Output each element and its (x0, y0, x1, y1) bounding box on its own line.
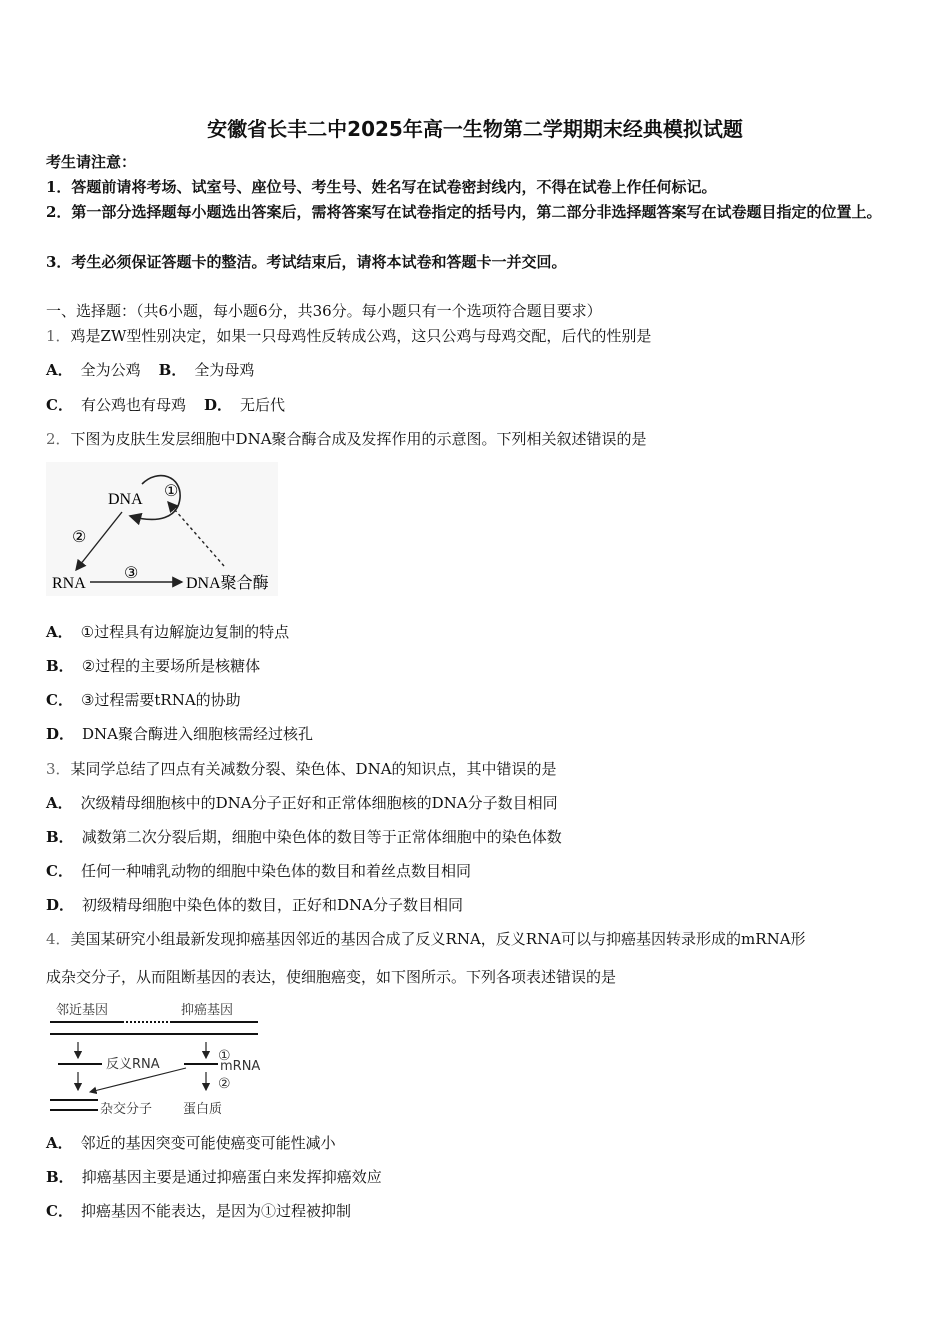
option-label: C． (46, 396, 73, 414)
option-label: A． (46, 1134, 73, 1152)
option-label: D． (46, 896, 75, 914)
option-label: B． (158, 361, 187, 379)
q2-option-c-row (46, 688, 906, 712)
q2-option-a: ①过程具有边解旋边复制的特点 (80, 623, 290, 641)
q2-option-a-row (46, 620, 906, 644)
notice-item-3: 3．考生必须保证答题卡的整洁。考试结束后，请将本试卷和答题卡一并交回。 (46, 253, 567, 271)
q1-option-a: 全为公鸡 (80, 361, 141, 379)
q3-option-b: 减数第二次分裂后期，细胞中染色体的数目等于正常体细胞中的染色体数 (81, 828, 562, 846)
question-1 (46, 324, 906, 348)
option-label: A． (46, 361, 73, 379)
question-4-cont: 成杂交分子，从而阻断基因的表达，使细胞癌变，如下图所示。下列各项表述错误的是 (46, 968, 617, 986)
q4-option-a: 邻近的基因突变可能使癌变可能性减小 (80, 1134, 336, 1152)
page-title: 安徽省长丰二中2025年高一生物第二学期期末经典模拟试题 (207, 117, 743, 141)
q4-option-a-row (46, 1131, 906, 1155)
option-label: D． (203, 396, 232, 414)
diagram-enzyme-label: DNA聚合酶 (186, 575, 269, 592)
section-heading: 一、选择题：（共6小题，每小题6分，共36分。每小题只有一个选项符合题目要求） (46, 302, 602, 320)
q1-options-cd (46, 393, 906, 417)
question-3 (46, 757, 906, 781)
q3-option-c: 任何一种哺乳动物的细胞中染色体的数目和着丝点数目相同 (80, 862, 471, 880)
label-mrna: mRNA (220, 1059, 261, 1074)
option-label: D． (46, 725, 75, 743)
label-protein: 蛋白质 (183, 1102, 223, 1117)
diagram-rna-label: RNA (52, 575, 86, 592)
q2-option-b: ②过程的主要场所是核糖体 (81, 657, 261, 675)
question-number: 2． (46, 430, 71, 448)
q1-option-d: 无后代 (239, 396, 285, 414)
notice-item-2: 2．第一部分选择题每小题选出答案后，需将答案写在试卷指定的括号内，第二部分非选择题答案写在试卷题目指定的位置上。 (46, 203, 882, 221)
label-step-1: ① (218, 1048, 231, 1064)
option-label: B． (46, 657, 74, 675)
question-stem: 鸡是ZW型性别决定，如果一只母鸡性反转成公鸡，这只公鸡与母鸡交配，后代的性别是 (70, 327, 652, 345)
q3-option-a: 次级精母细胞核中的DNA分子正好和正常体细胞核的DNA分子数目相同 (80, 794, 558, 812)
label-antisense-rna: 反义RNA (106, 1057, 160, 1072)
q3-option-b-row (46, 825, 906, 849)
q1-option-b: 全为母鸡 (194, 361, 255, 379)
option-label: C． (46, 862, 73, 880)
option-label: A． (46, 794, 73, 812)
option-label: C． (46, 1202, 73, 1220)
q4-option-c: 抑癌基因不能表达，是因为①过程被抑制 (80, 1202, 351, 1220)
q4-option-c-row (46, 1199, 906, 1223)
question-number: 4． (46, 930, 71, 948)
q3-option-a-row (46, 791, 906, 815)
q1-option-c: 有公鸡也有母鸡 (80, 396, 186, 414)
diagram-dna-label: DNA (108, 491, 143, 508)
option-label: B． (46, 828, 74, 846)
option-label: C． (46, 691, 73, 709)
q4-option-b-row (46, 1165, 906, 1189)
question-stem: 某同学总结了四点有关减数分裂、染色体、DNA的知识点，其中错误的是 (70, 760, 557, 778)
question-stem: 下图为皮肤生发层细胞中DNA聚合酶合成及发挥作用的示意图。下列相关叙述错误的是 (70, 430, 647, 448)
question-number: 3． (46, 760, 71, 778)
label-hybrid: 杂交分子 (100, 1102, 153, 1117)
q1-options-ab (46, 358, 906, 382)
question-4 (46, 927, 906, 951)
label-suppressor-gene: 抑癌基因 (181, 1003, 234, 1018)
q3-option-d: 初级精母细胞中染色体的数目，正好和DNA分子数目相同 (82, 896, 464, 914)
q2-option-d-row (46, 722, 906, 746)
question-2 (46, 427, 906, 451)
q2-option-d: DNA聚合酶进入细胞核需经过核孔 (82, 725, 314, 743)
label-step-2: ② (218, 1076, 231, 1092)
q2-option-b-row (46, 654, 906, 678)
diagram-step-2: ② (72, 529, 87, 546)
option-label: B． (46, 1168, 74, 1186)
question-stem: 美国某研究小组最新发现抑癌基因邻近的基因合成了反义RNA，反义RNA可以与抑癌基因转录形成的mRNA形 (70, 930, 806, 948)
q3-option-c-row (46, 859, 906, 883)
question-number: 1． (46, 327, 71, 345)
diagram-step-3: ③ (124, 565, 139, 582)
q2-option-c: ③过程需要tRNA的协助 (80, 691, 241, 709)
dna-polymerase-diagram (46, 462, 286, 602)
label-adjacent-gene: 邻近基因 (56, 1003, 109, 1018)
option-label: A． (46, 623, 73, 641)
notice-item-1: 1．答题前请将考场、试室号、座位号、考生号、姓名写在试卷密封线内，不得在试卷上作任何标记。 (46, 178, 717, 196)
q4-option-b: 抑癌基因主要是通过抑癌蛋白来发挥抑癌效应 (81, 1168, 382, 1186)
diagram-step-1: ① (164, 483, 179, 500)
q3-option-d-row (46, 893, 906, 917)
antisense-rna-diagram (46, 998, 296, 1122)
notice-heading: 考生请注意： (46, 153, 137, 171)
